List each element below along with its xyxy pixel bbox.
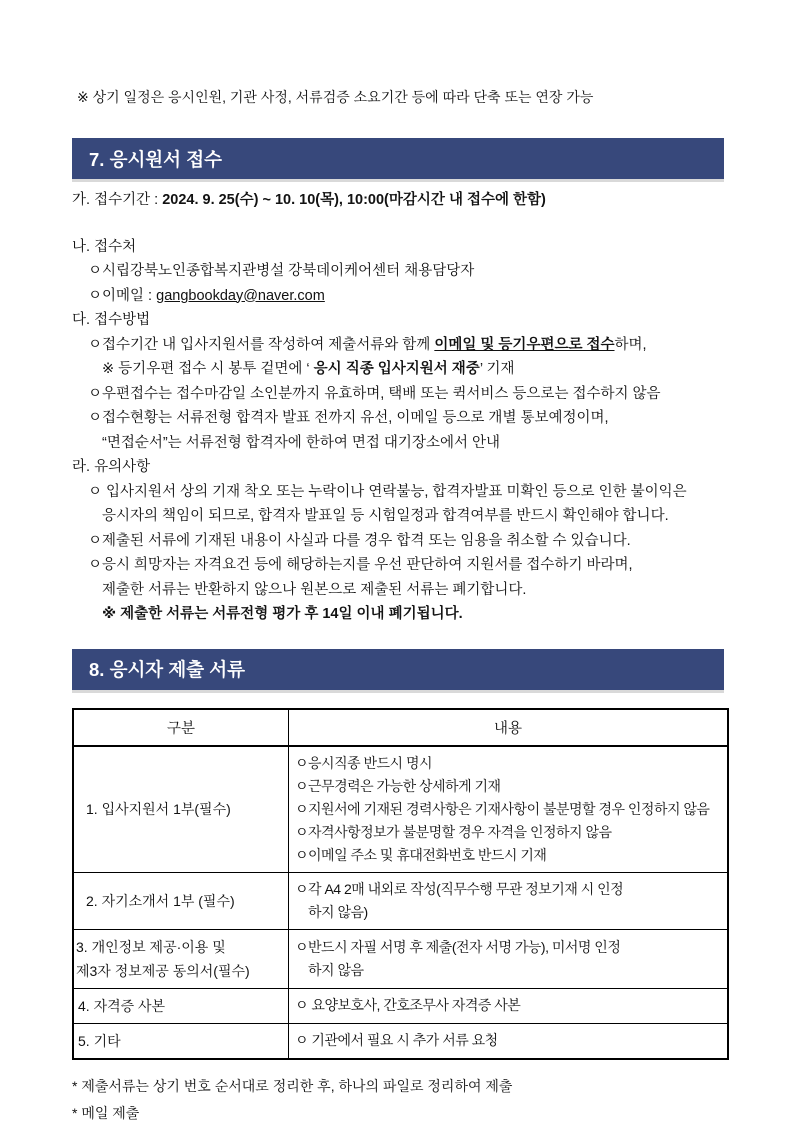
category-line: 2. 자기소개서 1부 (필수) [86,892,235,909]
category-line: 5. 기타 [78,1032,121,1049]
table-header-content: 내용 [289,709,729,746]
text-line [102,602,724,627]
footnote-line: * 메일 제출 [72,1104,140,1121]
table-row [73,746,728,873]
text-line [102,431,724,456]
section8-title: 8. 응시자 제출 서류 [89,659,245,680]
cell-item: ㅇ 요양보호사, 간호조무사 자격증 사본 [295,997,521,1013]
table-row [73,929,728,988]
text-segment: ㅇ우편접수는 접수마감일 소인분까지 유효하며, 택배 또는 퀵서비스 등으로는 접수하지 않음 [88,385,661,402]
table-row [73,988,728,1023]
text-line [72,455,724,480]
cell-item: ㅇ지원서에 기재된 경력사항은 기재사항이 불분명할 경우 인정하지 않음 [295,800,710,817]
section8-header [72,649,724,690]
text-line [88,284,724,309]
text-segment: “면접순서”는 서류전형 합격자에 한하여 면접 대기장소에서 안내 [102,434,501,451]
category-cell [73,988,289,1023]
text-line [88,259,724,284]
content-cell [289,1023,729,1059]
cell-item: ㅇ반드시 자필 서명 후 제출(전자 서명 가능), 미서명 인정 [295,938,621,955]
category-line: 제3자 정보제공 동의서(필수) [76,962,250,979]
content-cell [289,988,729,1023]
text-segment: 응시 직종 입사지원서 재중 [313,361,480,377]
text-line [72,308,724,333]
category-line: 1. 입사지원서 1부(필수) [86,801,231,817]
text-segment: ㅇ접수기간 내 입사지원서를 작성하여 제출서류와 함께 [88,336,435,353]
text-line [88,553,724,578]
text-line [72,235,724,260]
section7-title: 7. 응시원서 접수 [89,148,222,170]
text-line [88,480,724,505]
category-line: 3. 개인정보 제공·이용 및 [76,938,226,955]
cell-item: ㅇ응시직종 반드시 명시 [295,754,433,771]
category-cell [73,1023,289,1059]
submission-documents-table [72,708,729,1060]
text-segment: 다. 접수방법 [72,312,151,328]
text-segment: ※ 등기우편 접수 시 봉투 겉면에 ‘ [102,361,314,377]
footnote-line: * 제출서류는 상기 번호 순서대로 정리한 후, 하나의 파일로 정리하여 제출 [72,1077,513,1094]
table-body [73,746,728,1059]
cell-item: 하지 않음) [308,903,368,920]
table-head [73,709,728,746]
text-segment: 2024. 9. 25(수) ~ 10. 10(목), 10:00(마감시간 내 접수에 한함) [162,192,546,208]
category-cell [73,929,289,988]
text-segment: 라. 유의사항 [72,459,151,475]
text-segment: ’ 기재 [479,361,515,377]
text-segment: 가. 접수기간 : [72,192,163,208]
text-segment: ㅇ이메일 : [88,287,157,304]
cell-item: ㅇ각 A4 2매 내외로 작성(직무수행 무관 정보기재 시 인정 [295,880,624,897]
text-segment: ㅇ응시 희망자는 자격요건 등에 해당하는지를 우선 판단하여 지원서를 접수하기 바라며, [88,557,633,573]
text-line [88,382,724,407]
text-segment: ㅇ 입사지원서 상의 기재 착오 또는 누락이나 연락불능, 합격자발표 미확인 등으로 인한 불이익은 [88,483,687,500]
cell-item: ㅇ근무경력은 가능한 상세하게 기재 [295,777,501,794]
content-cell [289,872,729,929]
table-header-row [73,709,728,746]
text-line [102,357,724,382]
cell-item: ㅇ자격사항정보가 불분명할 경우 자격을 인정하지 않음 [295,823,612,840]
text-line [102,578,724,603]
text-segment: 하며, [614,336,647,353]
cell-item: ㅇ 기관에서 필요 시 추가 서류 요청 [295,1032,498,1048]
table-row [73,1023,728,1059]
content-cell [289,929,729,988]
text-segment: ㅇ제출된 서류에 기재된 내용이 사실과 다를 경우 합격 또는 임용을 취소할 수 있습니다. [88,532,631,549]
text-line [72,188,724,213]
section7-body [72,188,724,627]
cell-item: 하지 않음 [308,961,364,978]
table-row [73,872,728,929]
text-line [88,529,724,554]
text-segment: 제출한 서류는 반환하지 않으나 원본으로 제출된 서류는 폐기합니다. [102,581,527,598]
category-cell [73,872,289,929]
text-segment: 이메일 및 등기우편으로 접수 [434,336,615,353]
text-line [102,504,724,529]
text-segment: ㅇ시립강북노인종합복지관병설 강북데이케어센터 채용담당자 [88,263,475,279]
category-cell [73,746,289,873]
footnotes [72,1073,724,1123]
text-line [88,406,724,431]
content-cell [289,746,729,873]
text-segment: ※ 제출한 서류는 서류전형 평가 후 14일 이내 폐기됩니다. [102,606,463,622]
text-line [88,333,724,358]
section7-header [72,138,724,179]
category-line: 4. 자격증 사본 [78,997,166,1014]
text-segment: 나. 접수처 [72,238,137,255]
email-link[interactable]: gangbookday@naver.com [156,287,325,304]
text-segment: 응시자의 책임이 되므로, 합격자 발표일 등 시험일정과 합격여부를 반드시 확인해야 합니다. [102,508,669,524]
top-note: ※ 상기 일정은 응시인원, 기관 사정, 서류검증 소요기간 등에 따라 단축 또는 연장 가능 [77,89,594,105]
table-header-category: 구분 [73,709,289,746]
text-segment: ㅇ접수현황는 서류전형 합격자 발표 전까지 유선, 이메일 등으로 개별 통보예정이며, [88,410,609,426]
cell-item: ㅇ이메일 주소 및 휴대전화번호 반드시 기재 [295,846,547,863]
